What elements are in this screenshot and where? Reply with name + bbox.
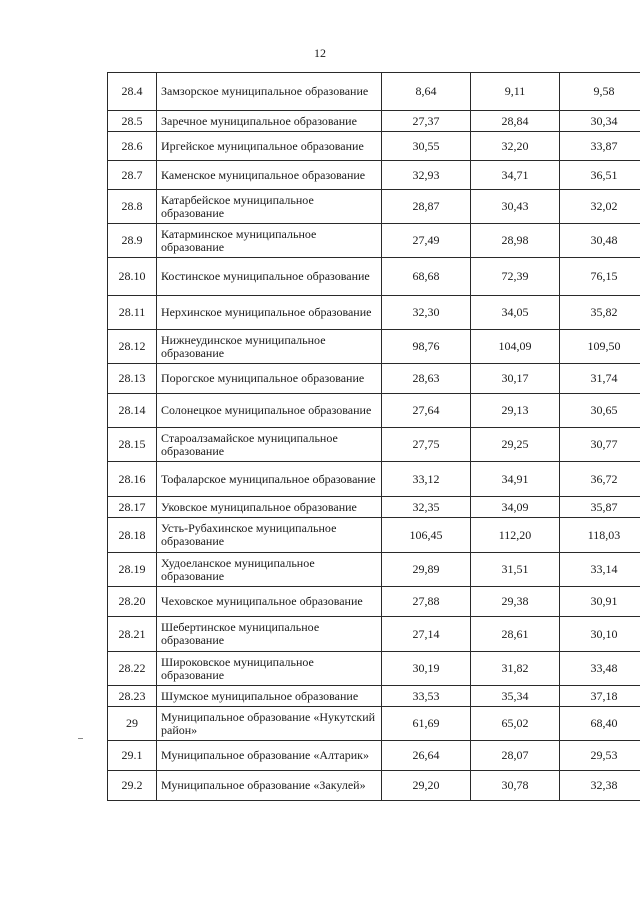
row-number: 28.20 bbox=[108, 587, 157, 617]
value-2: 31,82 bbox=[471, 652, 560, 686]
row-number: 28.15 bbox=[108, 428, 157, 462]
table-row bbox=[108, 741, 640, 771]
municipality-name: Замзорское муниципальное образование bbox=[157, 73, 382, 111]
table-body bbox=[108, 73, 640, 801]
municipality-name: Староалзамайское муниципальное образование bbox=[157, 428, 382, 462]
municipality-name: Тофаларское муниципальное образование bbox=[157, 462, 382, 497]
row-number: 28.21 bbox=[108, 617, 157, 652]
value-1: 27,64 bbox=[382, 394, 471, 428]
value-2: 34,71 bbox=[471, 161, 560, 190]
value-2: 112,20 bbox=[471, 518, 560, 553]
value-3: 35,87 bbox=[560, 497, 640, 518]
municipality-name: Порогское муниципальное образование bbox=[157, 364, 382, 394]
municipality-name: Муниципальное образование «Алтарик» bbox=[157, 741, 382, 771]
value-3: 37,18 bbox=[560, 686, 640, 707]
value-1: 29,20 bbox=[382, 771, 471, 801]
table-row bbox=[108, 161, 640, 190]
value-3: 30,48 bbox=[560, 224, 640, 258]
value-2: 34,91 bbox=[471, 462, 560, 497]
municipality-name: Шебертинское муниципальное образование bbox=[157, 617, 382, 652]
value-2: 34,09 bbox=[471, 497, 560, 518]
value-3: 76,15 bbox=[560, 258, 640, 296]
table-row bbox=[108, 330, 640, 364]
municipality-name: Солонецкое муниципальное образование bbox=[157, 394, 382, 428]
table-row bbox=[108, 111, 640, 132]
table-row bbox=[108, 462, 640, 497]
row-number: 28.9 bbox=[108, 224, 157, 258]
municipality-name: Нерхинское муниципальное образование bbox=[157, 296, 382, 330]
value-1: 61,69 bbox=[382, 707, 471, 741]
value-1: 26,64 bbox=[382, 741, 471, 771]
table-row bbox=[108, 686, 640, 707]
table-row bbox=[108, 707, 640, 741]
municipality-name: Широковское муниципальное образование bbox=[157, 652, 382, 686]
value-3: 30,34 bbox=[560, 111, 640, 132]
row-number: 28.12 bbox=[108, 330, 157, 364]
value-1: 32,30 bbox=[382, 296, 471, 330]
value-1: 27,88 bbox=[382, 587, 471, 617]
value-3: 31,74 bbox=[560, 364, 640, 394]
municipality-name: Костинское муниципальное образование bbox=[157, 258, 382, 296]
data-table bbox=[107, 72, 640, 801]
value-2: 30,43 bbox=[471, 190, 560, 224]
row-number: 29.1 bbox=[108, 741, 157, 771]
row-number: 28.19 bbox=[108, 553, 157, 587]
value-1: 32,93 bbox=[382, 161, 471, 190]
value-2: 28,61 bbox=[471, 617, 560, 652]
table-row bbox=[108, 296, 640, 330]
row-number: 28.17 bbox=[108, 497, 157, 518]
row-number: 28.14 bbox=[108, 394, 157, 428]
table-row bbox=[108, 652, 640, 686]
value-1: 32,35 bbox=[382, 497, 471, 518]
value-2: 28,07 bbox=[471, 741, 560, 771]
table-row bbox=[108, 587, 640, 617]
value-2: 65,02 bbox=[471, 707, 560, 741]
table-row bbox=[108, 190, 640, 224]
value-3: 33,48 bbox=[560, 652, 640, 686]
value-2: 29,38 bbox=[471, 587, 560, 617]
municipality-name: Муниципальное образование «Нукутский район» bbox=[157, 707, 382, 741]
row-number: 28.23 bbox=[108, 686, 157, 707]
value-1: 28,87 bbox=[382, 190, 471, 224]
value-3: 33,14 bbox=[560, 553, 640, 587]
row-number: 28.8 bbox=[108, 190, 157, 224]
row-number: 28.11 bbox=[108, 296, 157, 330]
value-3: 36,51 bbox=[560, 161, 640, 190]
municipality-name: Заречное муниципальное образование bbox=[157, 111, 382, 132]
value-3: 30,77 bbox=[560, 428, 640, 462]
value-1: 33,53 bbox=[382, 686, 471, 707]
municipality-name: Усть-Рубахинское муниципальное образование bbox=[157, 518, 382, 553]
value-2: 31,51 bbox=[471, 553, 560, 587]
value-1: 8,64 bbox=[382, 73, 471, 111]
row-number: 28.13 bbox=[108, 364, 157, 394]
row-number: 28.18 bbox=[108, 518, 157, 553]
value-2: 72,39 bbox=[471, 258, 560, 296]
municipality-name: Иргейское муниципальное образование bbox=[157, 132, 382, 161]
value-2: 9,11 bbox=[471, 73, 560, 111]
row-number: 29.2 bbox=[108, 771, 157, 801]
value-1: 29,89 bbox=[382, 553, 471, 587]
table-row bbox=[108, 617, 640, 652]
municipality-name: Чеховское муниципальное образование bbox=[157, 587, 382, 617]
value-3: 109,50 bbox=[560, 330, 640, 364]
row-number: 28.16 bbox=[108, 462, 157, 497]
value-1: 106,45 bbox=[382, 518, 471, 553]
value-1: 33,12 bbox=[382, 462, 471, 497]
row-number: 28.22 bbox=[108, 652, 157, 686]
row-number: 28.6 bbox=[108, 132, 157, 161]
table-row bbox=[108, 132, 640, 161]
table-row bbox=[108, 224, 640, 258]
municipality-name: Шумское муниципальное образование bbox=[157, 686, 382, 707]
value-2: 35,34 bbox=[471, 686, 560, 707]
page-number: 12 bbox=[314, 46, 326, 60]
value-2: 104,09 bbox=[471, 330, 560, 364]
row-number: 29 bbox=[108, 707, 157, 741]
value-1: 27,14 bbox=[382, 617, 471, 652]
value-2: 32,20 bbox=[471, 132, 560, 161]
value-2: 29,25 bbox=[471, 428, 560, 462]
table-row bbox=[108, 553, 640, 587]
municipality-name: Худоеланское муниципальное образование bbox=[157, 553, 382, 587]
value-3: 36,72 bbox=[560, 462, 640, 497]
value-2: 28,84 bbox=[471, 111, 560, 132]
value-2: 29,13 bbox=[471, 394, 560, 428]
value-3: 30,65 bbox=[560, 394, 640, 428]
municipality-name: Катарминское муниципальное образование bbox=[157, 224, 382, 258]
value-3: 32,02 bbox=[560, 190, 640, 224]
value-2: 28,98 bbox=[471, 224, 560, 258]
row-number: 28.5 bbox=[108, 111, 157, 132]
value-3: 30,91 bbox=[560, 587, 640, 617]
value-3: 30,10 bbox=[560, 617, 640, 652]
table-row bbox=[108, 518, 640, 553]
value-1: 27,49 bbox=[382, 224, 471, 258]
table-row bbox=[108, 428, 640, 462]
value-1: 30,55 bbox=[382, 132, 471, 161]
value-3: 32,38 bbox=[560, 771, 640, 801]
value-3: 9,58 bbox=[560, 73, 640, 111]
margin-mark bbox=[78, 738, 83, 739]
municipality-name: Катарбейское муниципальное образование bbox=[157, 190, 382, 224]
table-row bbox=[108, 497, 640, 518]
value-3: 35,82 bbox=[560, 296, 640, 330]
table-row bbox=[108, 73, 640, 111]
value-3: 118,03 bbox=[560, 518, 640, 553]
value-2: 34,05 bbox=[471, 296, 560, 330]
table-row bbox=[108, 258, 640, 296]
value-1: 27,37 bbox=[382, 111, 471, 132]
municipality-name: Уковское муниципальное образование bbox=[157, 497, 382, 518]
value-2: 30,78 bbox=[471, 771, 560, 801]
row-number: 28.10 bbox=[108, 258, 157, 296]
municipality-name: Нижнеудинское муниципальное образование bbox=[157, 330, 382, 364]
value-3: 33,87 bbox=[560, 132, 640, 161]
value-2: 30,17 bbox=[471, 364, 560, 394]
row-number: 28.4 bbox=[108, 73, 157, 111]
table-row bbox=[108, 364, 640, 394]
value-3: 68,40 bbox=[560, 707, 640, 741]
value-1: 28,63 bbox=[382, 364, 471, 394]
value-1: 30,19 bbox=[382, 652, 471, 686]
municipality-name: Каменское муниципальное образование bbox=[157, 161, 382, 190]
value-1: 27,75 bbox=[382, 428, 471, 462]
table-row bbox=[108, 394, 640, 428]
value-1: 98,76 bbox=[382, 330, 471, 364]
value-1: 68,68 bbox=[382, 258, 471, 296]
row-number: 28.7 bbox=[108, 161, 157, 190]
table-row bbox=[108, 771, 640, 801]
municipality-name: Муниципальное образование «Закулей» bbox=[157, 771, 382, 801]
value-3: 29,53 bbox=[560, 741, 640, 771]
